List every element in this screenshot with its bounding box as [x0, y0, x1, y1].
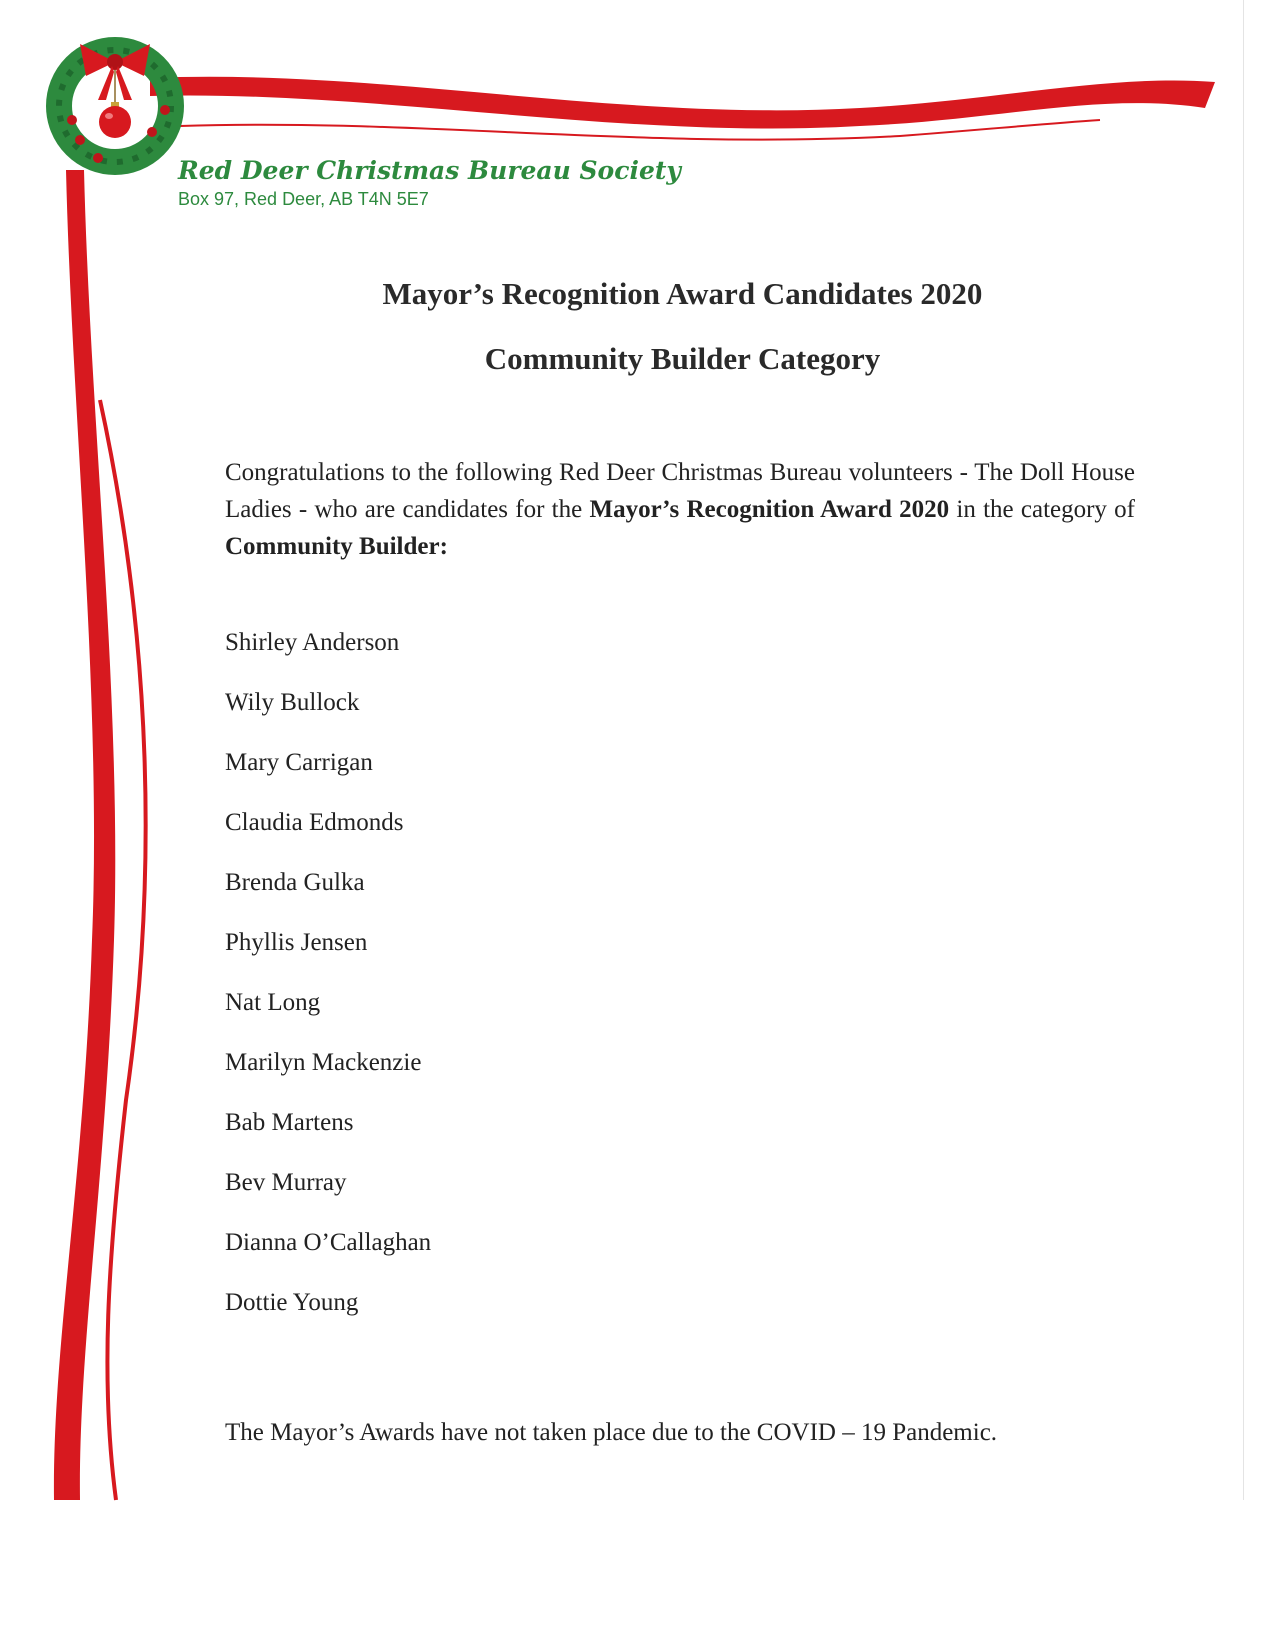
candidate-name: Phyllis Jensen [225, 929, 368, 956]
candidate-name: Nat Long [225, 989, 321, 1016]
candidate-name: Claudia Edmonds [225, 809, 404, 836]
organization-address: Box 97, Red Deer, AB T4N 5E7 [178, 189, 429, 209]
candidate-name: Bev Murray [225, 1169, 347, 1196]
closing-note: The Mayor’s Awards have not taken place due to the COVID – 19 Pandemic. [225, 1419, 998, 1446]
candidate-name: Mary Carrigan [225, 749, 373, 776]
candidate-name: Shirley Anderson [225, 629, 400, 656]
intro-text-2: in the category of [949, 496, 1136, 523]
candidate-name: Dottie Young [225, 1289, 359, 1316]
document-subtitle: Community Builder Category [484, 341, 881, 376]
candidate-name: Dianna O’Callaghan [225, 1229, 432, 1256]
scan-edge [1243, 0, 1244, 1500]
intro-paragraph [225, 454, 1135, 565]
intro-category-name: Community Builder: [225, 533, 448, 560]
ribbon-top-band [150, 77, 1215, 129]
ornament-icon [99, 70, 131, 138]
candidate-name: Wily Bullock [225, 689, 360, 716]
document-title: Mayor’s Recognition Award Candidates 2020 [382, 276, 983, 311]
organization-name: Red Deer Christmas Bureau Society [178, 156, 681, 185]
candidate-name: Brenda Gulka [225, 869, 365, 896]
candidate-list [225, 628, 431, 1348]
candidate-name: Bab Martens [225, 1109, 354, 1136]
candidate-name: Marilyn Mackenzie [225, 1049, 422, 1076]
intro-award-name: Mayor’s Recognition Award 2020 [589, 496, 950, 523]
intro-text-1: Congratulations to the following Red Deer Christmas Bureau volunteers - The Doll House Ladies - who are candidates for the [225, 459, 1135, 523]
